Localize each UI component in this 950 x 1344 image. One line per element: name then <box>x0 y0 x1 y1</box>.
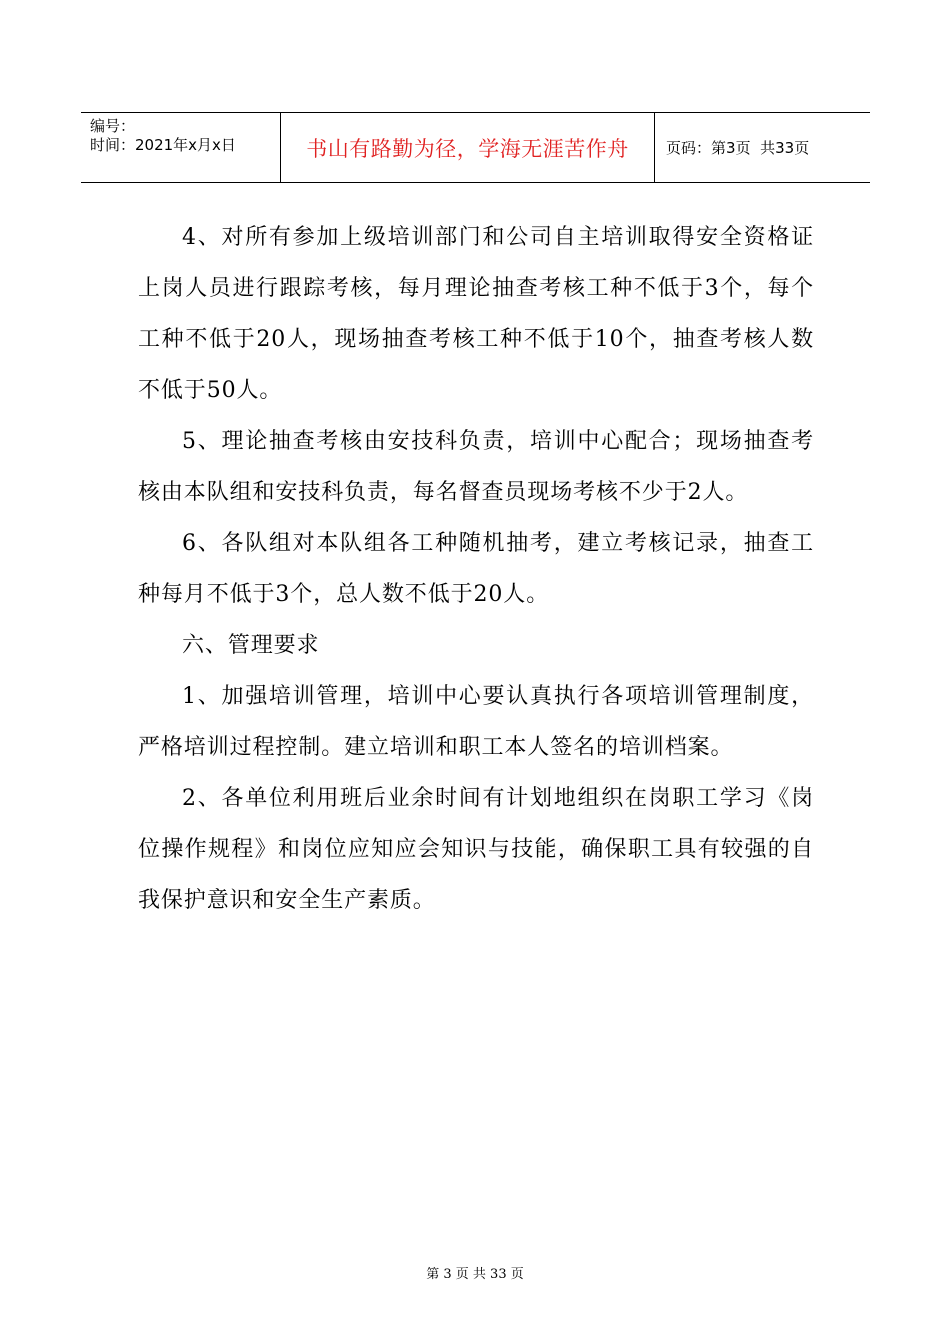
paragraph: 4、对所有参加上级培训部门和公司自主培训取得安全资格证上岗人员进行跟踪考核，每月理论抽查考核工种不低于3个，每个工种不低于20人，现场抽查考核工种不低于10个，抽查考核人数不低于50人。 <box>138 225 814 403</box>
body-text <box>138 212 814 926</box>
footer-page-number: 第 3 页 共 33 页 <box>426 1267 524 1282</box>
time-label: 时间：2021年x月x日 <box>90 136 236 154</box>
page-footer <box>0 1263 950 1282</box>
header-meta <box>90 117 236 155</box>
paragraph: 2、各单位利用班后业余时间有计划地组织在岗职工学习《岗位操作规程》和岗位应知应会知识与技能，确保职工具有较强的自我保护意识和安全生产素质。 <box>138 786 814 913</box>
page-middle: 页 共 <box>735 139 776 157</box>
page-number: 3 <box>726 138 736 157</box>
page-header <box>81 112 870 183</box>
page-total: 33 <box>775 138 795 157</box>
header-divider <box>654 113 655 182</box>
paragraph: 6、各队组对本队组各工种随机抽考，建立考核记录，抽查工种每月不低于3个，总人数不低于20人。 <box>138 531 814 607</box>
page-suffix: 页 <box>794 139 810 157</box>
paragraph: 1、加强培训管理，培训中心要认真执行各项培训管理制度，严格培训过程控制。建立培训和职工本人签名的培训档案。 <box>138 684 814 760</box>
header-motto: 书山有路勤为径，学海无涯苦作舟 <box>306 136 629 161</box>
header-page-info <box>666 113 809 182</box>
number-label: 编号： <box>90 117 136 135</box>
page-prefix: 页码：第 <box>666 139 727 157</box>
paragraph: 5、理论抽查考核由安技科负责，培训中心配合；现场抽查考核由本队组和安技科负责，每名督查员现场考核不少于2人。 <box>138 429 814 505</box>
section-heading: 六、管理要求 <box>182 633 320 658</box>
